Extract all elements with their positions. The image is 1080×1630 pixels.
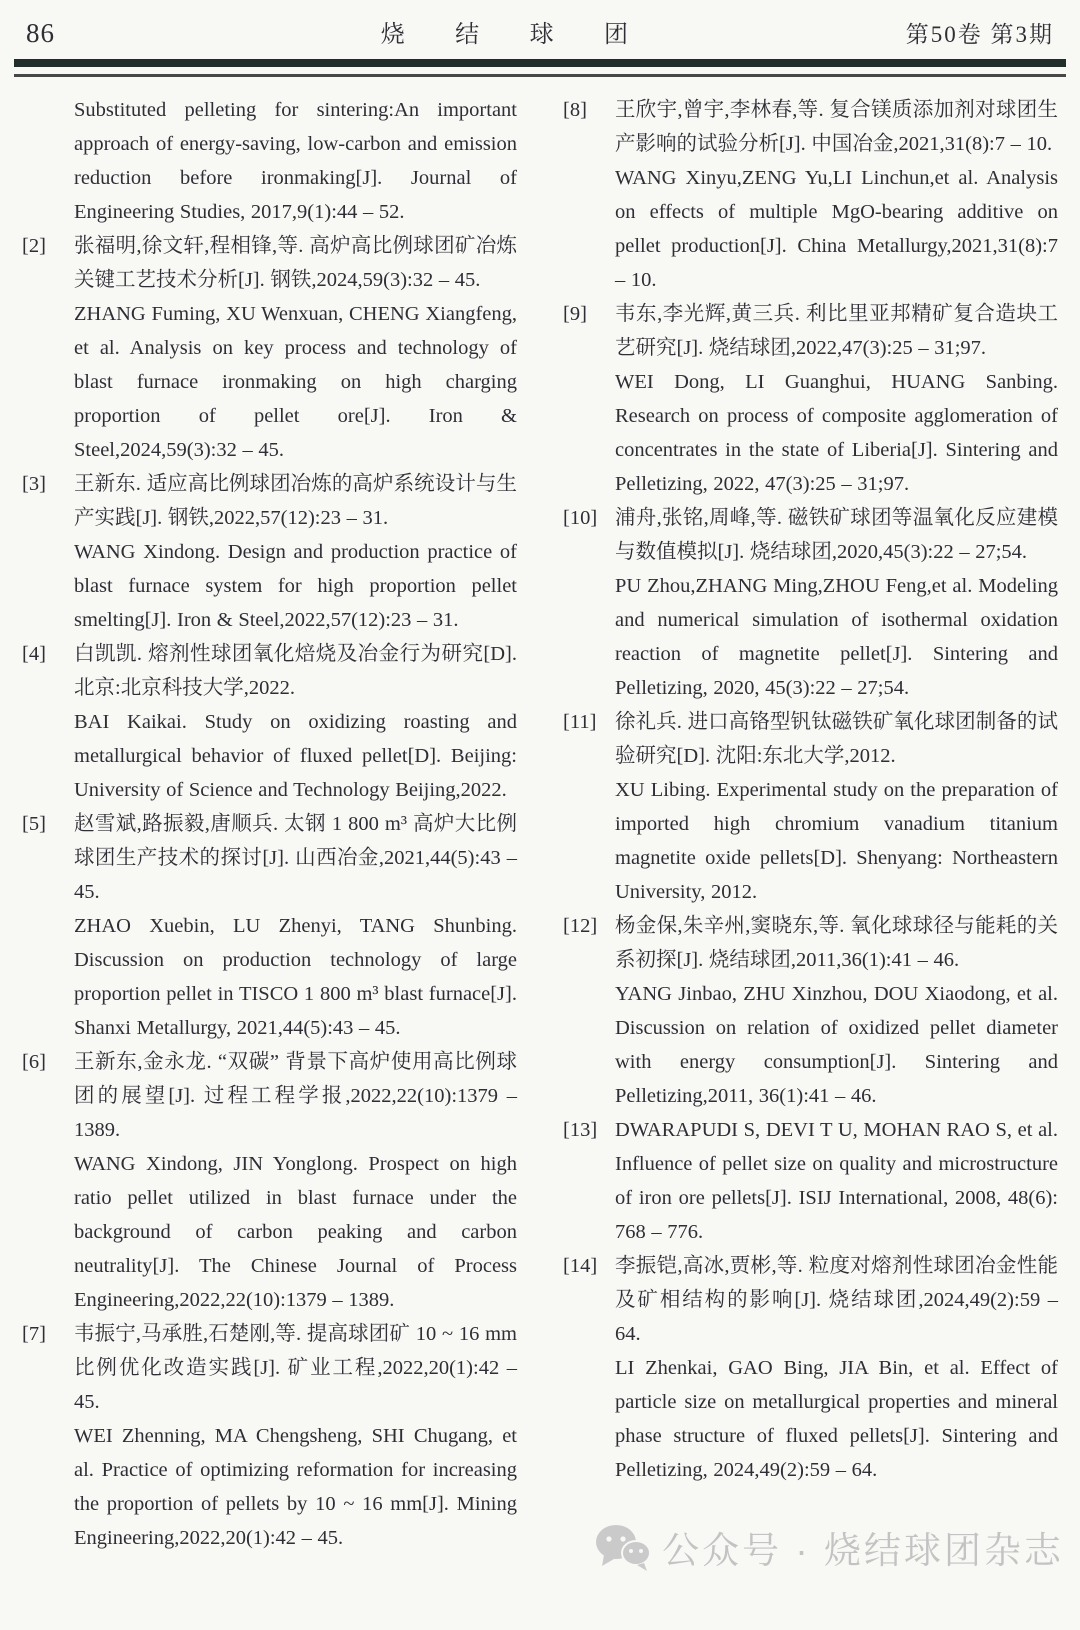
- reference-entry: [22, 93, 517, 229]
- reference-entry: [563, 297, 1058, 501]
- reference-number: [11]: [563, 711, 597, 733]
- reference-entry: [563, 1249, 1058, 1487]
- reference-text: 赵雪斌,路振毅,唐顺兵. 太钢 1 800 m³ 高炉大比例球团生产技术的探讨[J]. 山西冶金,2021,44(5):43 – 45.: [74, 813, 517, 903]
- reference-body: [74, 93, 517, 229]
- reference-number: [5]: [22, 813, 46, 835]
- reference-text: ZHAO Xuebin, LU Zhenyi, TANG Shunbing. Discussion on production technology of large proportion pellet in TISCO 1 800 m³ blast furnace[J]. Shanxi Metallurgy, 2021,44(5):43 – 45.: [74, 915, 517, 1039]
- reference-number: [13]: [563, 1119, 598, 1141]
- references-column-right: [563, 93, 1058, 1555]
- reference-entry: [563, 93, 1058, 297]
- reference-text: Substituted pelleting for sintering:An important approach of energy-saving, low-carbon and emission reduction before ironmaking[J]. Journal of Engineering Studies, 2017,9(1):44 – 52.: [74, 99, 517, 223]
- reference-text: 王欣宇,曾宇,李林春,等. 复合镁质添加剂对球团生产影响的试验分析[J]. 中国冶金,2021,31(8):7 – 10.: [615, 99, 1058, 155]
- page-number: 86: [26, 18, 55, 48]
- reference-number: [10]: [563, 507, 598, 529]
- reference-text: 徐礼兵. 进口高铬型钒钛磁铁矿氧化球团制备的试验研究[D]. 沈阳:东北大学,2012.: [615, 711, 1058, 767]
- reference-body: [615, 909, 1058, 1113]
- reference-number: [3]: [22, 473, 46, 495]
- reference-body: [615, 501, 1058, 705]
- reference-text: 王新东. 适应高比例球团冶炼的高炉系统设计与生产实践[J]. 钢铁,2022,57(12):23 – 31.: [74, 473, 517, 529]
- reference-text: DWARAPUDI S, DEVI T U, MOHAN RAO S, et al. Influence of pellet size on quality and microstructure of iron ore pellets[J]. ISIJ International, 2008, 48(6): 768 – 776.: [615, 1119, 1058, 1243]
- reference-number: [4]: [22, 643, 46, 665]
- reference-text: WANG Xindong, JIN Yonglong. Prospect on high ratio pellet utilized in blast furnace under the background of carbon peaking and carbon neutrality[J]. The Chinese Journal of Process Engineering,2022,22(10):1379 – 1389.: [74, 1153, 517, 1311]
- reference-entry: [22, 1045, 517, 1317]
- reference-text: WANG Xindong. Design and production practice of blast furnace system for high proportion pellet smelting[J]. Iron & Steel,2022,57(12):23 – 31.: [74, 541, 517, 631]
- reference-text: YANG Jinbao, ZHU Xinzhou, DOU Xiaodong, et al. Discussion on relation of oxidized pellet diameter with energy consumption[J]. Sintering and Pelletizing,2011, 36(1):41 – 46.: [615, 983, 1058, 1107]
- reference-text: 张福明,徐文轩,程相锋,等. 高炉高比例球团矿冶炼关键工艺技术分析[J]. 钢铁,2024,59(3):32 – 45.: [74, 235, 517, 291]
- reference-entry: [22, 637, 517, 807]
- reference-text: 浦舟,张铭,周峰,等. 磁铁矿球团等温氧化反应建模与数值模拟[J]. 烧结球团,2020,45(3):22 – 27;54.: [615, 507, 1058, 563]
- reference-text: WEI Zhenning, MA Chengsheng, SHI Chugang, et al. Practice of optimizing reformation for increasing the proportion of pellets by 10 ~ 16 mm[J]. Mining Engineering,2022,20(1):42 – 45.: [74, 1425, 517, 1549]
- reference-number: [14]: [563, 1255, 598, 1277]
- watermark-text: 公众号 · 烧结球团杂志: [662, 1530, 1064, 1571]
- reference-number: [12]: [563, 915, 598, 937]
- reference-number: [9]: [563, 303, 587, 325]
- reference-text: 李振铠,高冰,贾彬,等. 粒度对熔剂性球团冶金性能及矿相结构的影响[J]. 烧结球团,2024,49(2):59 – 64.: [615, 1255, 1058, 1345]
- references-column-left: [22, 93, 517, 1555]
- reference-body: [615, 1249, 1058, 1487]
- reference-body: [74, 229, 517, 467]
- reference-text: ZHANG Fuming, XU Wenxuan, CHENG Xiangfeng, et al. Analysis on key process and technology of blast furnace ironmaking on high charging proportion of pellet ore[J]. Iron & Steel,2024,59(3):32 – 45.: [74, 303, 517, 461]
- journal-title: 烧结球团: [380, 22, 679, 48]
- issue-info: 第50卷 第3期: [905, 22, 1054, 47]
- reference-text: BAI Kaikai. Study on oxidizing roasting and metallurgical behavior of fluxed pellet[D]. Beijing: University of Science and Technology Beijing,2022.: [74, 711, 517, 801]
- page-header: [0, 0, 1080, 55]
- reference-entry: [22, 1317, 517, 1555]
- reference-text: 杨金保,朱辛州,窦晓东,等. 氧化球球径与能耗的关系初探[J]. 烧结球团,2011,36(1):41 – 46.: [615, 915, 1058, 971]
- reference-entry: [563, 1113, 1058, 1249]
- reference-number: [7]: [22, 1323, 46, 1345]
- reference-entry: [563, 501, 1058, 705]
- reference-text: LI Zhenkai, GAO Bing, JIA Bin, et al. Effect of particle size on metallurgical properties and mineral phase structure of fluxed pellets[J]. Sintering and Pelletizing, 2024,49(2):59 – 64.: [615, 1357, 1058, 1481]
- reference-number: [8]: [563, 99, 587, 121]
- reference-text: WEI Dong, LI Guanghui, HUANG Sanbing. Research on process of composite agglomeration of concentrates in the state of Liberia[J]. Sintering and Pelletizing, 2022, 47(3):25 – 31;97.: [615, 371, 1058, 495]
- reference-text: 韦振宁,马承胜,石楚刚,等. 提高球团矿 10 ~ 16 mm 比例优化改造实践[J]. 矿业工程,2022,20(1):42 – 45.: [74, 1323, 517, 1413]
- reference-text: 白凯凯. 熔剂性球团氧化焙烧及冶金行为研究[D]. 北京:北京科技大学,2022.: [74, 643, 517, 699]
- header-rule-thick: [14, 59, 1066, 67]
- reference-text: PU Zhou,ZHANG Ming,ZHOU Feng,et al. Modeling and numerical simulation of isothermal oxidation reaction of magnetite pellet[J]. Sintering and Pelletizing, 2020, 45(3):22 – 27;54.: [615, 575, 1058, 699]
- reference-number: [22, 93, 74, 229]
- reference-body: [74, 467, 517, 637]
- reference-entry: [563, 705, 1058, 909]
- reference-body: [615, 1113, 1058, 1249]
- reference-body: [615, 705, 1058, 909]
- reference-text: XU Libing. Experimental study on the preparation of imported high chromium vanadium titanium magnetite oxide pellets[D]. Shenyang: Northeastern University, 2012.: [615, 779, 1058, 903]
- reference-body: [615, 297, 1058, 501]
- reference-body: [615, 93, 1058, 297]
- reference-entry: [22, 229, 517, 467]
- reference-body: [74, 1317, 517, 1555]
- reference-entry: [22, 467, 517, 637]
- reference-number: [2]: [22, 235, 46, 257]
- reference-entry: [563, 909, 1058, 1113]
- references-section: [0, 77, 1080, 1555]
- reference-entry: [22, 807, 517, 1045]
- reference-body: [74, 637, 517, 807]
- reference-text: 王新东,金永龙. “双碳” 背景下高炉使用高比例球团的展望[J]. 过程工程学报,2022,22(10):1379 – 1389.: [74, 1051, 517, 1141]
- reference-number: [6]: [22, 1051, 46, 1073]
- reference-body: [74, 807, 517, 1045]
- reference-text: WANG Xinyu,ZENG Yu,LI Linchun,et al. Analysis on effects of multiple MgO-bearing additive on pellet production[J]. China Metallurgy,2021,31(8):7 – 10.: [615, 167, 1058, 291]
- reference-text: 韦东,李光辉,黄三兵. 利比里亚邦精矿复合造块工艺研究[J]. 烧结球团,2022,47(3):25 – 31;97.: [615, 303, 1058, 359]
- reference-body: [74, 1045, 517, 1317]
